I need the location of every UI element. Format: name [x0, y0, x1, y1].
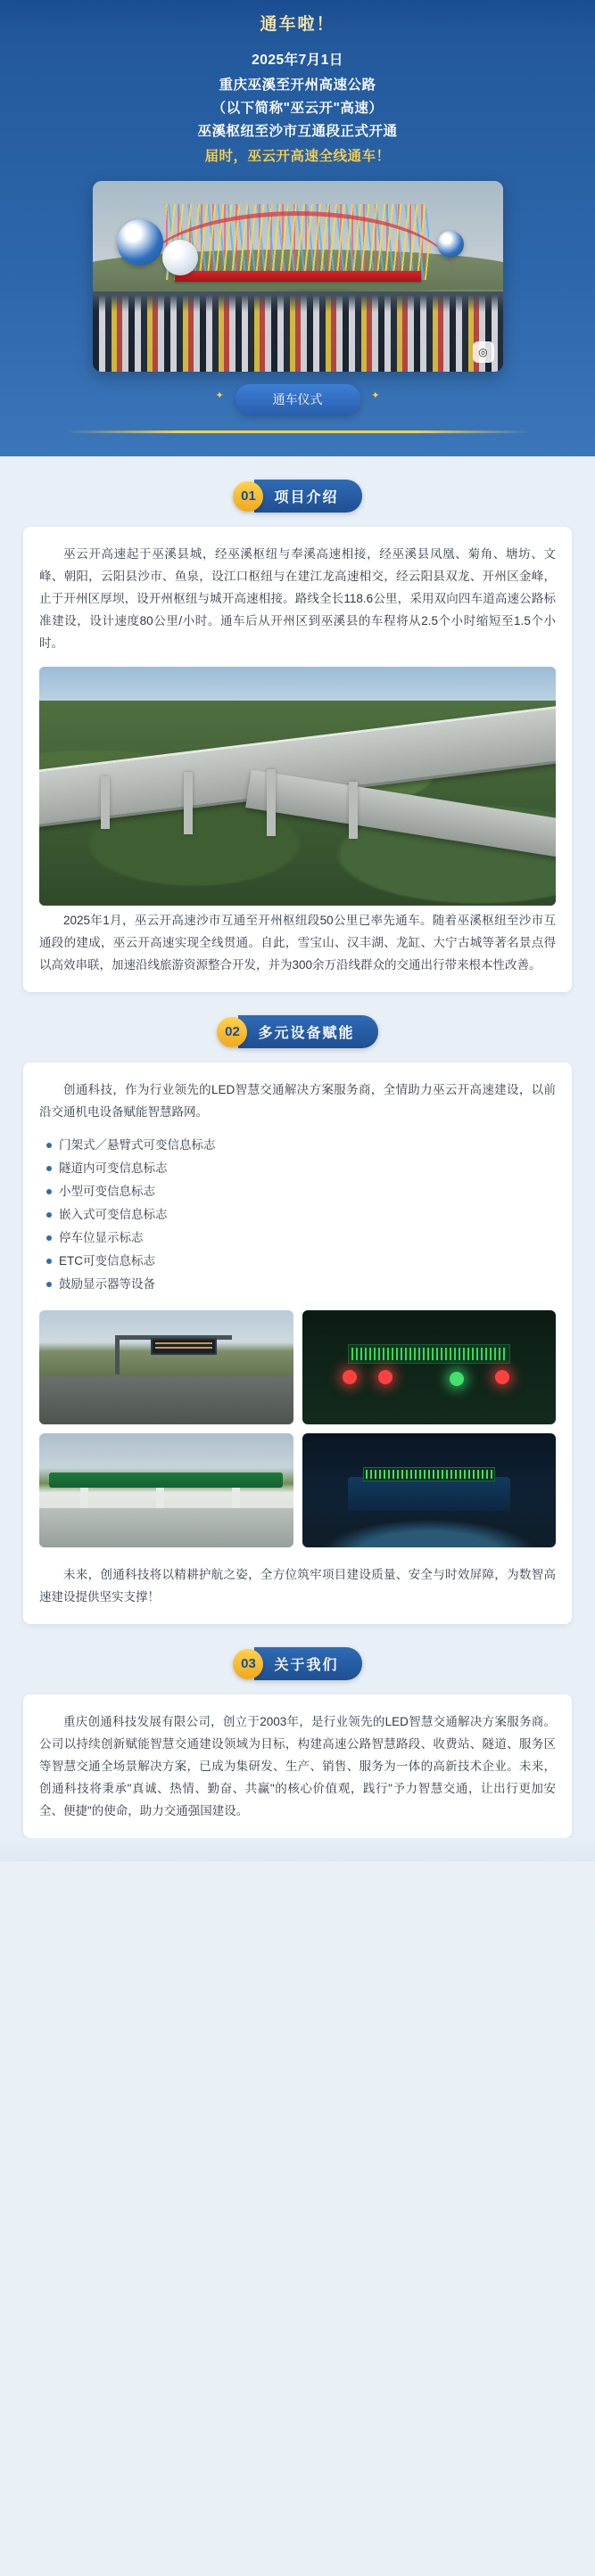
hero-photo	[93, 181, 503, 372]
bridge-pier	[184, 772, 193, 834]
green-signal-icon	[450, 1372, 464, 1386]
hero-line-alias: （以下简称"巫云开"高速）	[211, 101, 384, 116]
red-signal-icon	[378, 1370, 393, 1384]
bridge-pier	[349, 782, 358, 839]
section-card	[23, 1694, 572, 1838]
balloon-icon	[162, 240, 198, 275]
equipment-photo-grid	[39, 1310, 556, 1547]
red-signal-icon	[495, 1370, 509, 1384]
section-title: 多元设备赋能	[238, 1015, 377, 1048]
list-item: 门架式／悬臂式可变信息标志	[39, 1134, 556, 1157]
paragraph: 重庆创通科技发展有限公司，创立于2003年，是行业领先的LED智慧交通解决方案服务商。公司以持续创新赋能智慧交通建设领域为目标，构建高速公路智慧路段、收费站、隧道、服务区等智慧交通全场景解决方案，已成为集研发、生产、销售、服务为一体的高新技术企业。未来，创通科技将秉承"真诚、热情、勤奋、共赢"的核心价值观，践行"予力智慧交通，让出行更加安全、便捷"的使命，助力交通强国建设。	[39, 1715, 556, 1817]
list-item: 小型可变信息标志	[39, 1180, 556, 1203]
hero-caption-label: 通车仪式	[272, 392, 323, 406]
paragraph: 巫云开高速起于巫溪县城，经巫溪枢纽与奉溪高速相接，经巫溪县凤凰、菊角、塘坊、文峰、朝阳，云阳县沙市、鱼泉，设江口枢纽与在建江龙高速相交，经云阳县双龙、开州区金峰，止于开州区厚坝，设开州枢纽与城开高速相接。路线全长118.6公里，采用双向四车道高速公路标准建设，设计速度80公里/小时。通车后从开州区到巫溪县的车程将从2.5个小时缩短至1.5个小时。	[39, 547, 556, 650]
hero-line-road: 重庆巫溪至开州高速公路	[219, 78, 376, 93]
section-number: 03	[233, 1649, 263, 1679]
section-about-us	[0, 1624, 595, 1838]
section-title: 项目介绍	[254, 480, 361, 513]
green-led-sign	[348, 1344, 510, 1364]
photo-glow	[302, 1514, 557, 1547]
section-project-intro	[0, 456, 595, 992]
section-header	[0, 1647, 595, 1680]
hero-block	[0, 40, 595, 456]
section-number: 02	[217, 1017, 247, 1047]
sparkle-icon: ✦	[215, 390, 224, 401]
list-item: ETC可变信息标志	[39, 1250, 556, 1273]
bridge-pier	[101, 776, 110, 829]
section-card	[23, 527, 572, 992]
banner-title: 通车啦！	[260, 15, 335, 34]
list-item: 嵌入式可变信息标志	[39, 1203, 556, 1226]
section-title: 关于我们	[254, 1647, 361, 1680]
paragraph: 创通科技，作为行业领先的LED智慧交通解决方案服务商，全情助力巫云开高速建设，以前沿交通机电设备赋能智慧路网。	[39, 1083, 556, 1119]
service-area-photo	[302, 1433, 557, 1547]
section-equipment	[0, 992, 595, 1624]
list-item: 鼓励显示器等设备	[39, 1273, 556, 1296]
equipment-list	[39, 1134, 556, 1296]
toll-station-photo	[39, 1433, 293, 1547]
list-item: 停车位显示标志	[39, 1226, 556, 1250]
bridge-photo	[39, 667, 556, 906]
section-number: 01	[233, 481, 263, 512]
gantry-leg	[115, 1335, 120, 1374]
section-header	[0, 480, 595, 513]
hero-line-date: 2025年7月1日	[252, 53, 343, 68]
bridge-pier	[267, 769, 276, 836]
top-banner	[0, 0, 595, 40]
page-footer	[0, 1838, 595, 1861]
hero-highlight: 届时，巫云开高速全线通车！	[204, 149, 391, 164]
vms-panel-icon	[151, 1338, 217, 1355]
hero-caption	[215, 384, 380, 414]
list-item: 隧道内可变信息标志	[39, 1157, 556, 1180]
section-header	[0, 1015, 595, 1048]
toll-lane	[39, 1508, 293, 1547]
photo-red-banner	[175, 271, 421, 282]
sparkle-icon: ✦	[371, 390, 380, 401]
gantry-vms-photo	[39, 1310, 293, 1424]
paragraph: 2025年1月，巫云开高速沙市互通至开州枢纽段50公里已率先通车。随着巫溪枢纽至沙市互通段的建成，巫云开高速实现全线贯通。自此，雪宝山、汉丰湖、龙缸、大宁古城等著名景点得以高效串联，加速沿线旅游资源整合开发，并为300余万沿线群众的交通出行带来根本性改善。	[39, 914, 556, 972]
neon-sign-icon	[363, 1467, 495, 1481]
camera-icon: ◎	[473, 341, 494, 363]
toll-canopy	[49, 1473, 283, 1489]
tunnel-signal-photo	[302, 1310, 557, 1424]
service-building	[348, 1477, 510, 1511]
paragraph: 未来，创通科技将以精耕护航之姿，全方位筑牢项目建设质量、安全与时效屏障，为数智高速建设提供坚实支撑！	[39, 1568, 556, 1604]
divider	[66, 431, 530, 433]
red-signal-icon	[343, 1370, 357, 1384]
photo-crowd	[93, 295, 503, 372]
ceremony-photo	[93, 181, 503, 372]
balloon-icon	[437, 231, 464, 258]
hero-line-section: 巫溪枢纽至沙市互通段正式开通	[197, 124, 398, 139]
section-card	[23, 1062, 572, 1624]
balloon-icon	[117, 219, 163, 266]
